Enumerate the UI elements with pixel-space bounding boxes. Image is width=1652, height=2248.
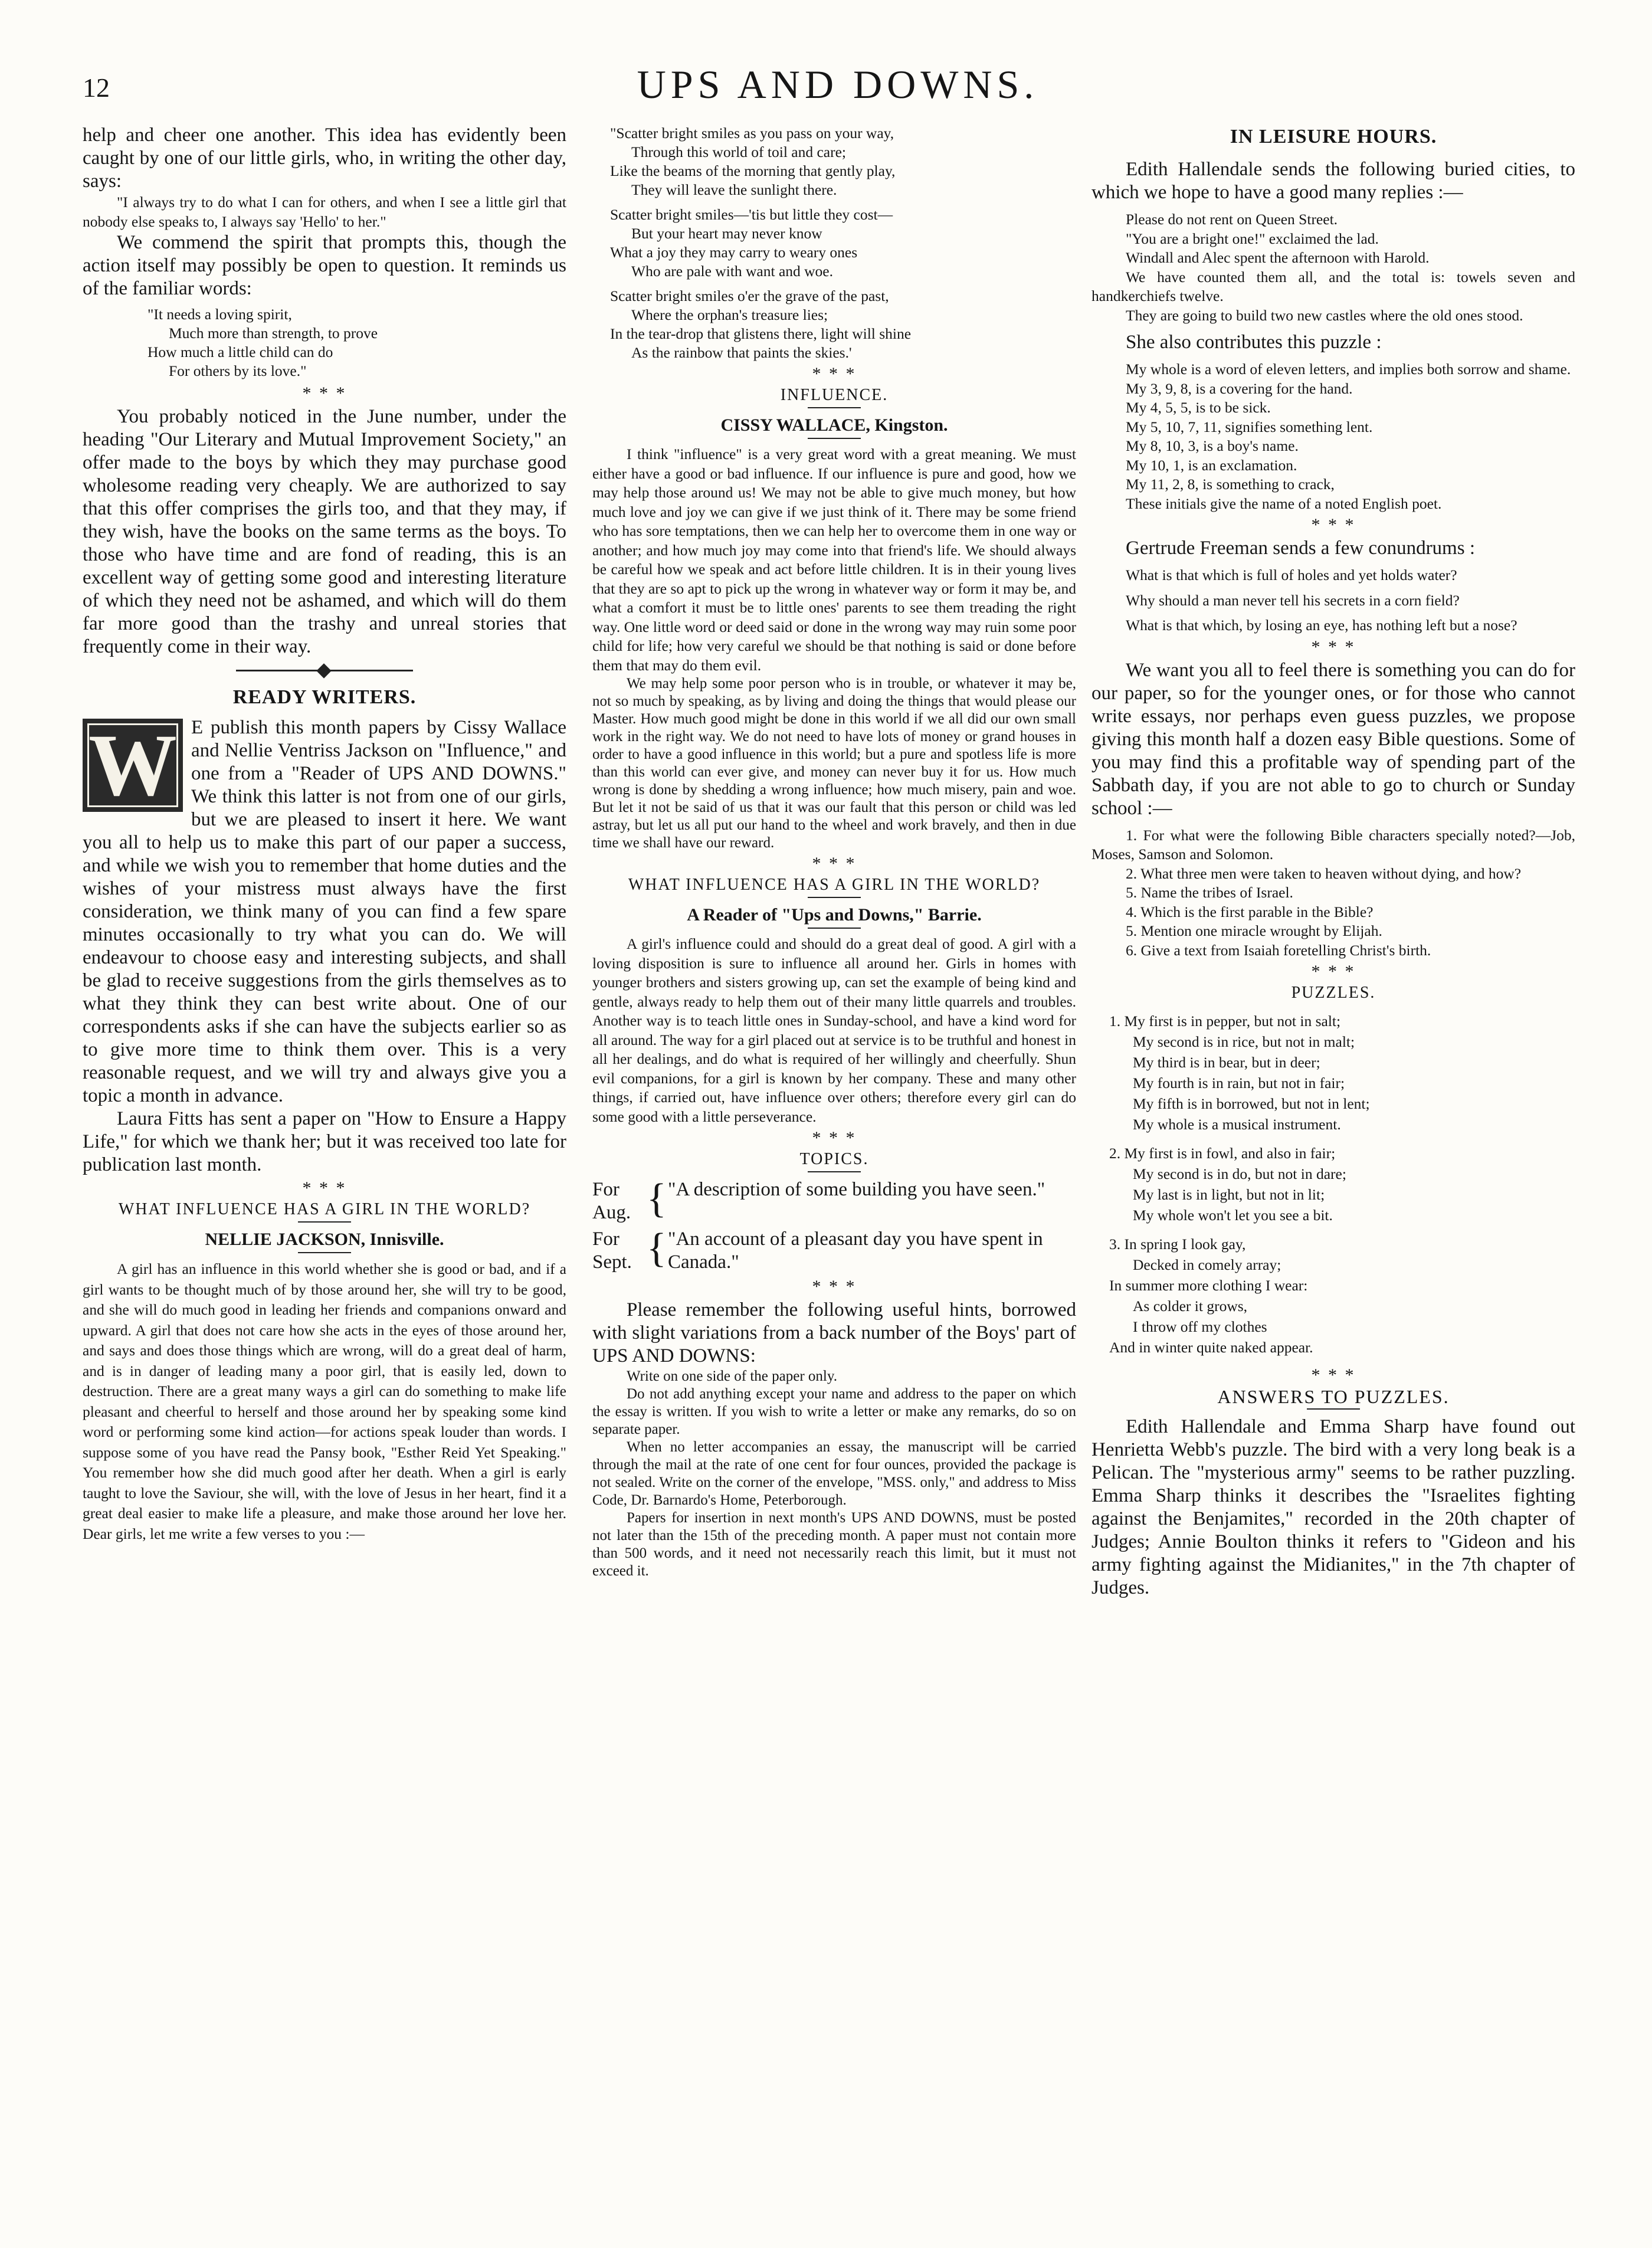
- nellie-jackson-essay: A girl has an influence in this world whether she is good or bad, and if a girl wants to be thought much of by those around her, she will try to be good, and she will do much good in leading her friends and companions onward and upward. A girl that does not care how she acts in the eyes of those around her, and says and does those things which are wrong, will do a great deal of harm, and is in danger of leading many a poor girl, that is easily led, down to destruction. There are a great many ways a girl can do something to make life pleasant and cheerful to herself and those around her by speaking some kind word or performing some kind action—for actions speak louder than words. I suppose some of you have read the Pansy book, "Esther Reid Yet Speaking." You remember how she did much good after her death. When a girl is early taught to love the Saviour, she will, with the love of Jesus in her heart, find it a great deal easier to make life a pleasure, and make those around her love her. Dear girls, let me write a few verses to you :—: [83, 1260, 566, 1542]
- section-divider-stars: * * *: [1311, 637, 1356, 657]
- influence-essay-p2: We may help some poor person who is in trouble, or whatever it may be, not so much by speaking, as by living and doing the things that would please our Master. How much good might be done in this world if we all did our own small work in the right way. We do not need to have lots of money or grand houses in order to have a good influence in this world; but a pure and spotless life is more than this world can ever give, and money can never buy it for us. How much wrong is done by shedding a wrong influence; how much misery, pain and woe. But let it not be said of us that it was our fault that this person or child was led astray, but let us all put our hand to the wheel and work bravely, and then in due time we shall have our reward.: [592, 676, 1076, 851]
- puzzle-1: 1. My first is in pepper, but not in salt; My second is in rice, but not in malt; My third is in bear, but in deer; My fourth is in rain, but not in fair; My fifth is in borrowed, but not in lent; My whole is a musical instrument.: [1109, 1012, 1370, 1133]
- bible-question: 5. Mention one miracle wrought by Elijah.: [1126, 922, 1382, 939]
- bible-question: 2. What three men were taken to heaven without dying, and how?: [1126, 864, 1522, 882]
- short-rule: [808, 1171, 861, 1172]
- byline-nellie-jackson: NELLIE JACKSON, Innisville.: [205, 1230, 444, 1249]
- bible-questions-intro: We want you all to feel there is something you can do for our paper, so for the younger ones, or for those who cannot write essays, nor perhaps even guess puzzles, we propose giving this month half a dozen easy Bible questions. Some of you may find this a profitable way of spending part of the Sabbath day, if you are not able to go to church or Sunday school :—: [1092, 659, 1575, 819]
- conundrum: What is that which is full of holes and yet holds water?: [1126, 566, 1457, 584]
- decorative-initial-w: W: [83, 719, 183, 812]
- puzzle-line: My 10, 1, is an exclamation.: [1126, 456, 1297, 474]
- topic-september: [592, 1225, 1076, 1274]
- buried-city-line: We have counted them all, and the total is: towels seven and handkerchiefs twelve.: [1092, 268, 1575, 304]
- bible-question: 4. Which is the first parable in the Bible?: [1126, 903, 1374, 920]
- conundrum: Why should a man never tell his secrets in a corn field?: [1126, 591, 1460, 609]
- puzzle-line: My 8, 10, 3, is a boy's name.: [1126, 437, 1299, 454]
- puzzle-line: My 11, 2, 8, is something to crack,: [1126, 476, 1335, 493]
- topic-august: [592, 1178, 1076, 1224]
- column-left: [83, 124, 566, 2224]
- section-divider-stars: * * *: [1311, 962, 1356, 981]
- section-divider-stars: * * *: [812, 1277, 857, 1296]
- buried-city-line: Windall and Alec spent the afternoon with Harold.: [1126, 249, 1430, 266]
- short-rule: [298, 1252, 351, 1253]
- bright-smiles-verse-2: Scatter bright smiles—'tis but little they cost— But your heart may never know What a joy they may carry to weary ones Who are pale with want and woe.: [610, 206, 893, 280]
- answers-text: Edith Hallendale and Emma Sharp have found out Henrietta Webb's puzzle. The bird with a very long beak is a Pelican. The "mysterious army" seems to be rather puzzling. Emma Sharp thinks it describes the "Israelites fighting against the Benjamites," recorded in the 20th chapter of Judges; Annie Boulton thinks it refers to "Gideon and his army fighting against the Midianites," in the 7th chapter of Judges.: [1092, 1416, 1575, 1598]
- ready-writers-heading: READY WRITERS.: [232, 686, 417, 708]
- paragraph-commend: We commend the spirit that prompts this, though the action itself may possibly be open to question. It reminds us of the familiar words:: [83, 232, 566, 299]
- ornamental-rule: [236, 666, 413, 676]
- bible-question: 5. Name the tribes of Israel.: [1126, 884, 1293, 901]
- paragraph-intro: help and cheer one another. This idea has evidently been caught by one of our little girls, who, in writing the other day, says:: [83, 124, 566, 192]
- loving-spirit-poem: "It needs a loving spirit, Much more than strength, to prove How much a little child can do For others by its love.": [148, 306, 378, 379]
- short-rule: [808, 928, 861, 929]
- topic-month-label: For Aug.: [592, 1179, 631, 1223]
- reader-barrie-essay: A girl's influence could and should do a great deal of good. A girl with a loving disposition is sure to influence all around her. Girls in homes with younger brothers and sisters growing up, can set the example of being kind and gentle, always ready to help them out of their many little quarrels and troubles. Another way is to teach little ones in Sunday-school, and have a kind word for all around. The way for a girl placed out at service is to be truthful and honest in all her dealings, and do what is required of her willingly and cheerfully. Shun evil companions, for a girl is known by her company. These and many other things, if carried out, have influence over others; therefore every girl can do some good with a little perseverance.: [592, 935, 1076, 1125]
- puzzle-intro: She also contributes this puzzle :: [1126, 332, 1382, 353]
- conundrums-intro: Gertrude Freeman sends a few conundrums :: [1126, 538, 1475, 559]
- hint-item: When no letter accompanies an essay, the manuscript will be carried through the mail at the rate of one cent for four ounces, provided the package is not sealed. Write on the corner of the envelope, "MSS. only," and address to Miss Code, Dr. Barnardo's Home, Peterborough.: [592, 1439, 1076, 1508]
- section-divider-stars: * * *: [302, 1178, 347, 1198]
- section-divider-stars: * * *: [812, 364, 857, 384]
- conundrum: What is that which, by losing an eye, has nothing left but a nose?: [1126, 617, 1517, 634]
- short-rule: [1307, 1408, 1360, 1410]
- short-rule: [808, 407, 861, 408]
- answers-heading: ANSWERS TO PUZZLES.: [1217, 1386, 1450, 1407]
- hint-item: Do not add anything except your name and address to the paper on which the essay is written. If you wish to write a letter or make any remarks, do so on separate paper.: [592, 1386, 1076, 1437]
- what-influence-heading-2: WHAT INFLUENCE HAS A GIRL IN THE WORLD?: [628, 876, 1041, 894]
- girl-quote: "I always try to do what I can for others, and when I see a little girl that nobody else speaks to, I always say 'Hello' to her.": [83, 194, 566, 230]
- puzzle-line: These initials give the name of a noted English poet.: [1126, 494, 1442, 512]
- puzzle-line: My 5, 10, 7, 11, signifies something lent.: [1126, 418, 1373, 435]
- puzzle-line: My whole is a word of eleven letters, and implies both sorrow and shame.: [1126, 361, 1571, 378]
- puzzles-heading: PUZZLES.: [1291, 984, 1376, 1002]
- puzzle-2: 2. My first is in fowl, and also in fair; My second is in do, but not in dare; My last is in light, but not in lit; My whole won't let you see a bit.: [1109, 1145, 1346, 1224]
- bright-smiles-verse-1: "Scatter bright smiles as you pass on your way, Through this world of toil and care; Like the beams of the morning that gently play, They will leave the sunlight there.: [610, 124, 896, 198]
- section-divider-stars: * * *: [1311, 515, 1356, 535]
- leisure-hours-heading: IN LEISURE HOURS.: [1230, 126, 1437, 148]
- buried-city-line: They are going to build two new castles where the old ones stood.: [1126, 306, 1523, 324]
- topic-month-label: For Sept.: [592, 1228, 632, 1273]
- column-right: [1092, 124, 1575, 2224]
- laura-fitts-note: Laura Fitts has sent a paper on "How to Ensure a Happy Life," for which we thank her; but it was received too late for publication last month.: [83, 1108, 566, 1175]
- page-number: 12: [83, 73, 110, 103]
- section-divider-stars: * * *: [1311, 1365, 1356, 1385]
- influence-essay-p1: I think "influence" is a very great word with a great meaning. We must either have a good or bad influence. If our influence is pure and good, how we may help those around us! We may not be able to give much money, but how much love and joy we can give if we just think of it. There may be some friend who has sore temptations, then we can help her to overcome them in one way or another; and how much joy may come into that friend's life. We should always be careful how we speak and act before little children. It is in their young lives that they are so apt to pick up the wrong in whatever way or form it may be, and what a comfort it must be to little ones' parents to see them treading the right way. One little word or deed said or done in the wrong way may ruin some poor child for life; how very careful we should be that nothing is said or done before them that may do them evil.: [592, 445, 1076, 674]
- bright-smiles-verse-3: Scatter bright smiles o'er the grave of the past, Where the orphan's treasure lies; In the tear-drop that glistens there, light will shine As the rainbow that paints the skies.': [610, 287, 912, 361]
- bible-question: 1. For what were the following Bible characters specially noted?—Job, Moses, Samson and Solomon.: [1092, 826, 1575, 863]
- section-divider-stars: * * *: [302, 384, 347, 403]
- brace-glyph: {: [647, 1176, 667, 1221]
- puzzle-line: My 3, 9, 8, is a covering for the hand.: [1126, 379, 1353, 397]
- brace-glyph: {: [647, 1225, 667, 1271]
- hint-item: Write on one side of the paper only.: [627, 1368, 837, 1384]
- puzzle-line: My 4, 5, 5, is to be sick.: [1126, 399, 1271, 416]
- paragraph-reading-offer: You probably noticed in the June number, under the heading "Our Literary and Mutual Improvement Society," an offer made to the boys by which they may purchase good wholesome reading very cheaply. We are authorized to say that this offer comprises the girls too, and that they may, if they wish, have the books on the same terms as the boys. To those who have time and are fond of reading, this is an excellent way of getting some good and interesting literature of which they need not be ashamed, and which will do them far more good than the trashy and unreal stories that frequently come in their way.: [83, 406, 566, 657]
- buried-city-line: "You are a bright one!" exclaimed the lad.: [1126, 230, 1379, 247]
- byline-cissy-wallace: CISSY WALLACE, Kingston.: [720, 415, 948, 435]
- puzzle-3: 3. In spring I look gay, Decked in comely array; In summer more clothing I wear: As colder it grows, I throw off my clothes And in winter quite naked appear.: [1109, 1236, 1313, 1356]
- section-divider-stars: * * *: [812, 854, 857, 873]
- section-divider-stars: * * *: [812, 1128, 857, 1148]
- running-title: UPS AND DOWNS.: [637, 62, 1039, 107]
- buried-cities-intro: Edith Hallendale sends the following buried cities, to which we hope to have a good many replies :—: [1092, 159, 1575, 203]
- topic-text: "A description of some building you have seen.": [668, 1179, 1045, 1200]
- topic-text: "An account of a pleasant day you have spent in Canada.": [668, 1228, 1043, 1273]
- short-rule: [298, 1221, 351, 1223]
- short-rule: [808, 438, 861, 439]
- bible-question: 6. Give a text from Isaiah foretelling Christ's birth.: [1126, 941, 1431, 959]
- buried-city-line: Please do not rent on Queen Street.: [1126, 211, 1338, 228]
- column-middle: [592, 124, 1076, 2224]
- ready-writers-body: W E publish this month papers by Cissy Wallace and Nellie Ventriss Jackson on "Influence," and one from a "Reader of UPS AND DOWNS." We think this latter is not from one of our girls, but we are pleased to insert it here. We want you all to help us to make this part of our paper a success, and while we wish you to remember that home duties and the wishes of your mistress must always have the first consideration, we think many of you can find a few spare minutes occasionally to try what you can do. We will endeavour to choose easy and interesting subjects, and shall be glad to receive suggestions from the girls themselves as to what they think they can best write about. One of our correspondents asks if she can have the subjects earlier so as to give more time to think them over. This is a very reasonable request, and we will try and always give you a topic a month in advance.: [83, 716, 566, 1106]
- hint-item: Papers for insertion in next month's UPS AND DOWNS, must be posted not later than the 15th of the preceding month. A paper must not contain more than 500 words, and it need not necessarily reach this limit, but it must not exceed it.: [592, 1510, 1076, 1579]
- topics-heading: TOPICS.: [799, 1150, 869, 1168]
- influence-heading: INFLUENCE.: [780, 386, 889, 404]
- short-rule: [808, 897, 861, 898]
- byline-reader-barrie: A Reader of "Ups and Downs," Barrie.: [687, 905, 982, 925]
- what-influence-heading: WHAT INFLUENCE HAS A GIRL IN THE WORLD?: [118, 1200, 531, 1218]
- hints-intro: Please remember the following useful hints, borrowed with slight variations from a back number of the Boys' part of UPS AND DOWNS:: [592, 1299, 1076, 1367]
- page-header: [83, 61, 1593, 114]
